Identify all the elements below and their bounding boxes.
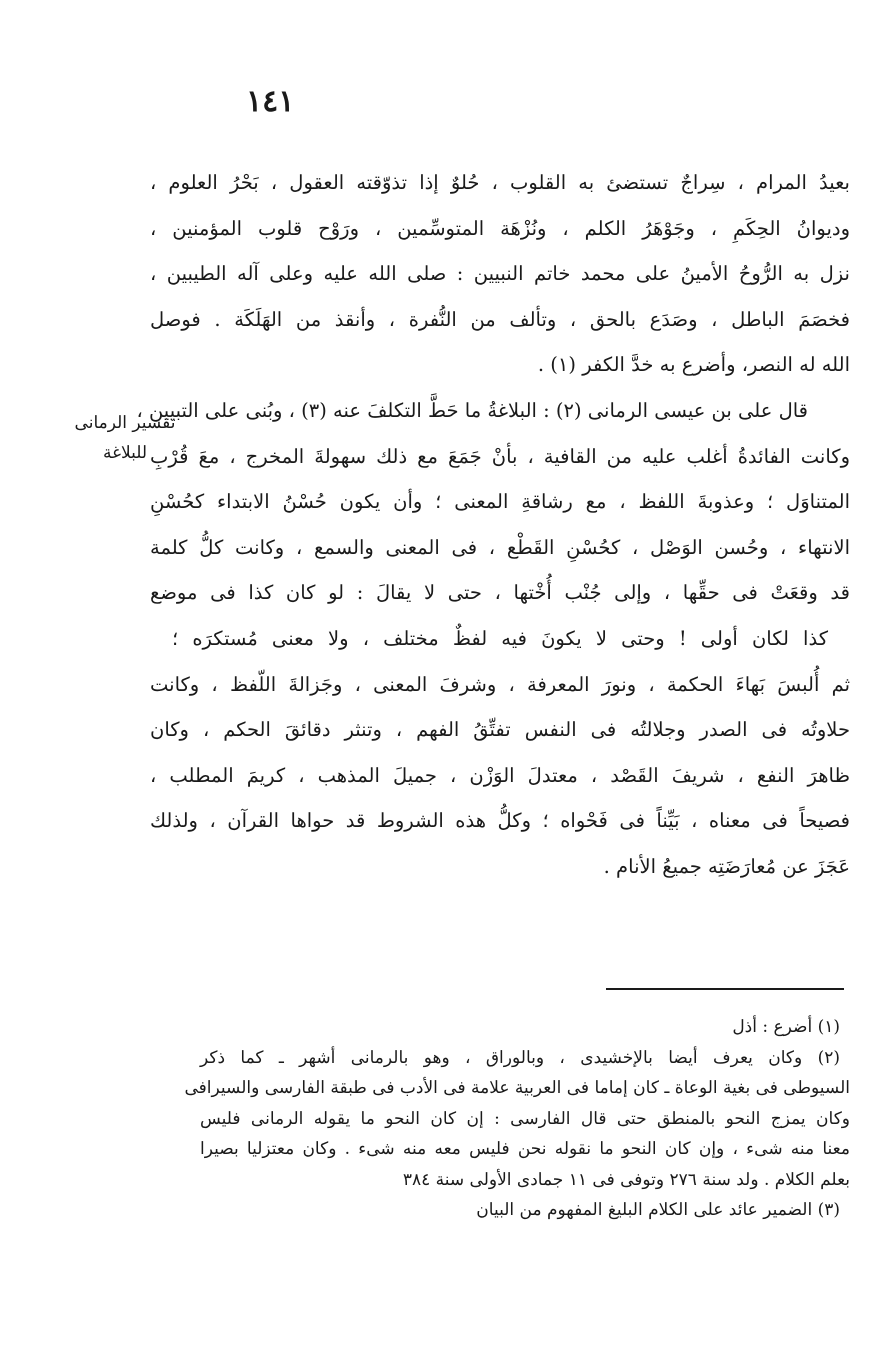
margin-note-line: للبلاغة — [102, 443, 148, 463]
text-line: كذا لكان أولى ! وحتى لا يكونَ فيه لفظٌ مختلف ، ولا معنى مُستكرَه ؛ — [172, 626, 828, 650]
text-line: نزل به الرُّوحُ الأمينُ على محمد خاتم النبيين : صلى الله عليه وعلى آله الطيبين ، — [150, 262, 850, 286]
text-line: وديوانُ الحِكَمِ ، وجَوْهَرُ الكلم ، ونُزْهَة المتوسِّمين ، ورَوْح قلوب المؤمنين ، — [150, 216, 850, 240]
text-line: ظاهرَ النفع ، شريفَ القَصْد ، معتدلَ الوَزْن ، جميلَ المذهب ، كريمَ المطلب ، — [150, 763, 850, 787]
text-line: قال على بن عيسى الرمانى (٢) : البلاغةُ ما حَطَّ التكلفَ عنه (٣) ، وبُنى على التبيين ، — [136, 398, 808, 422]
footnote-1: (١) أضرع : أذل — [732, 1017, 840, 1037]
body-text — [136, 160, 850, 890]
text-line: وكانت الفائدةُ أغلب عليه من القافية ، بأنْ جَمَعَ مع ذلك سهولةَ المخرج ، معَ قُرْبِ — [150, 444, 850, 468]
footnote-2-line: وكان يمزج النحو بالمنطق حتى قال الفارسى : إن كان النحو ما يقوله الرمانى فليس — [200, 1108, 850, 1129]
text-line: الانتهاء ، وحُسن الوَصْل ، كحُسْنِ القَطْع ، فى المعنى والسمع ، وكانت كلُّ كلمة — [150, 535, 850, 559]
text-line: فصيحاً فى معناه ، بَيِّناً فى فَحْواه ؛ وكلُّ هذه الشروط قد حواها القرآن ، ولذلك — [150, 809, 850, 833]
page-number: ١٤١ — [246, 84, 295, 119]
margin-note-line: تفسير الرمانى — [74, 413, 176, 433]
text-line: فخصَمَ الباطل ، وصَدَع بالحق ، وتألف من النُّفرة ، وأنقذ من الهَلَكَة . فوصل — [150, 307, 850, 331]
footnote-2-line: بعلم الكلام . ولد سنة ٢٧٦ وتوفى فى ١١ جمادى الأولى سنة ٣٨٤ — [402, 1169, 850, 1190]
text-line: عَجَزَ عن مُعارَضَتِه جميعُ الأنام . — [603, 854, 850, 878]
footnote-2-line: (٢) وكان يعرف أيضا بالإخشيدى ، وبالوراق ، وهو بالرمانى أشهر ـ كما ذكر — [200, 1047, 840, 1068]
text-line: بعيدُ المرام ، سِراجٌ تستضئ به القلوب ، حُلوٌ إذا تذوّقته العقول ، بَحْرُ العلوم ، — [150, 171, 850, 194]
footnote-2-line: معنا منه شىء ، وإن كان النحو ما نقوله نحن فليس معه منه شىء . وكان معتزليا بصيرا — [200, 1139, 850, 1159]
text-line: حلاوتُه فى الصدر وجلالتُه فى النفس تفتِّقُ الفهم ، وتنثر دقائقَ الحكم ، وكان — [150, 718, 850, 742]
footnote-2-line: السيوطى فى بغية الوعاة ـ كان إماما فى العربية علامة فى الأدب فى طبقة الفارسى والسيرافى — [184, 1078, 850, 1098]
footnote-3: (٣) الضمير عائد على الكلام البليغ المفهوم من البيان — [476, 1200, 840, 1220]
footnote-separator — [606, 988, 844, 990]
footnotes — [184, 1012, 850, 1226]
text-line: المتناوَل ؛ وعذوبةَ اللفظ ، مع رشاقةِ المعنى ؛ وأن يكون حُسْنُ الابتداء كحُسْنِ — [150, 490, 850, 514]
text-line: ثم أُلبسَ بَهاءَ الحكمة ، ونورَ المعرفة ، وشرفَ المعنى ، وجَزالةَ اللّفظ ، وكانت — [150, 672, 850, 696]
text-line: الله له النصر، وأضرع به خدَّ الكفر (١) . — [537, 353, 850, 377]
text-line: قد وقعَتْ فى حقِّها ، وإلى جُنْب أُخْتها ، حتى لا يقالَ : لو كان كذا فى موضع — [150, 581, 850, 605]
